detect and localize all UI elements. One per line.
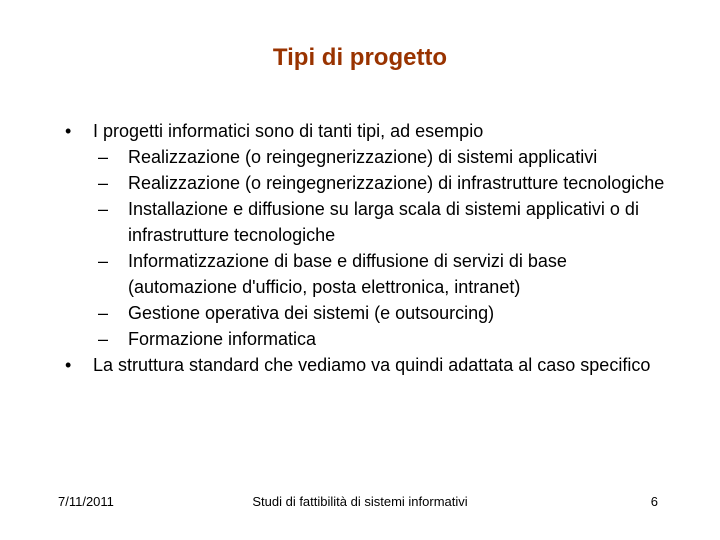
footer-date: 7/11/2011 [58,494,114,509]
sub-item [98,300,668,326]
bullet-marker: • [65,355,72,375]
bullet-item [65,352,653,378]
sub-marker: – [98,251,109,271]
sub-item [98,248,668,300]
bullet-marker: • [65,121,72,141]
footer-title: Studi di fattibilità di sistemi informativi [252,494,468,509]
sub-marker: – [98,329,109,349]
sub-text: Realizzazione (o reingegnerizzazione) di sistemi applicativi [128,147,598,167]
bullet-item [65,118,653,144]
sub-marker: – [98,303,109,323]
slide-body [0,118,720,378]
sub-item [98,144,668,170]
sub-marker: – [98,199,109,219]
slide-title: Tipi di progetto [272,44,448,71]
sub-text: Installazione e diffusione su larga scala di sistemi applicativi o di infrastrutture tecnologiche [128,199,639,245]
page-number: 6 [650,494,658,509]
bullet-text: I progetti informatici sono di tanti tipi, ad esempio [93,121,484,141]
sub-item [98,196,668,248]
sub-text: Formazione informatica [128,329,317,349]
sub-item [98,170,668,196]
sub-item [98,326,668,352]
sub-text: Realizzazione (o reingegnerizzazione) di infrastrutture tecnologiche [128,173,665,193]
sub-marker: – [98,147,109,167]
bullet-text: La struttura standard che vediamo va quindi adattata al caso specifico [93,355,651,375]
sub-text: Gestione operativa dei sistemi (e outsourcing) [128,303,495,323]
sub-text: Informatizzazione di base e diffusione di servizi di base (automazione d'ufficio, posta elettronica, intranet) [128,251,567,297]
sub-marker: – [98,173,109,193]
